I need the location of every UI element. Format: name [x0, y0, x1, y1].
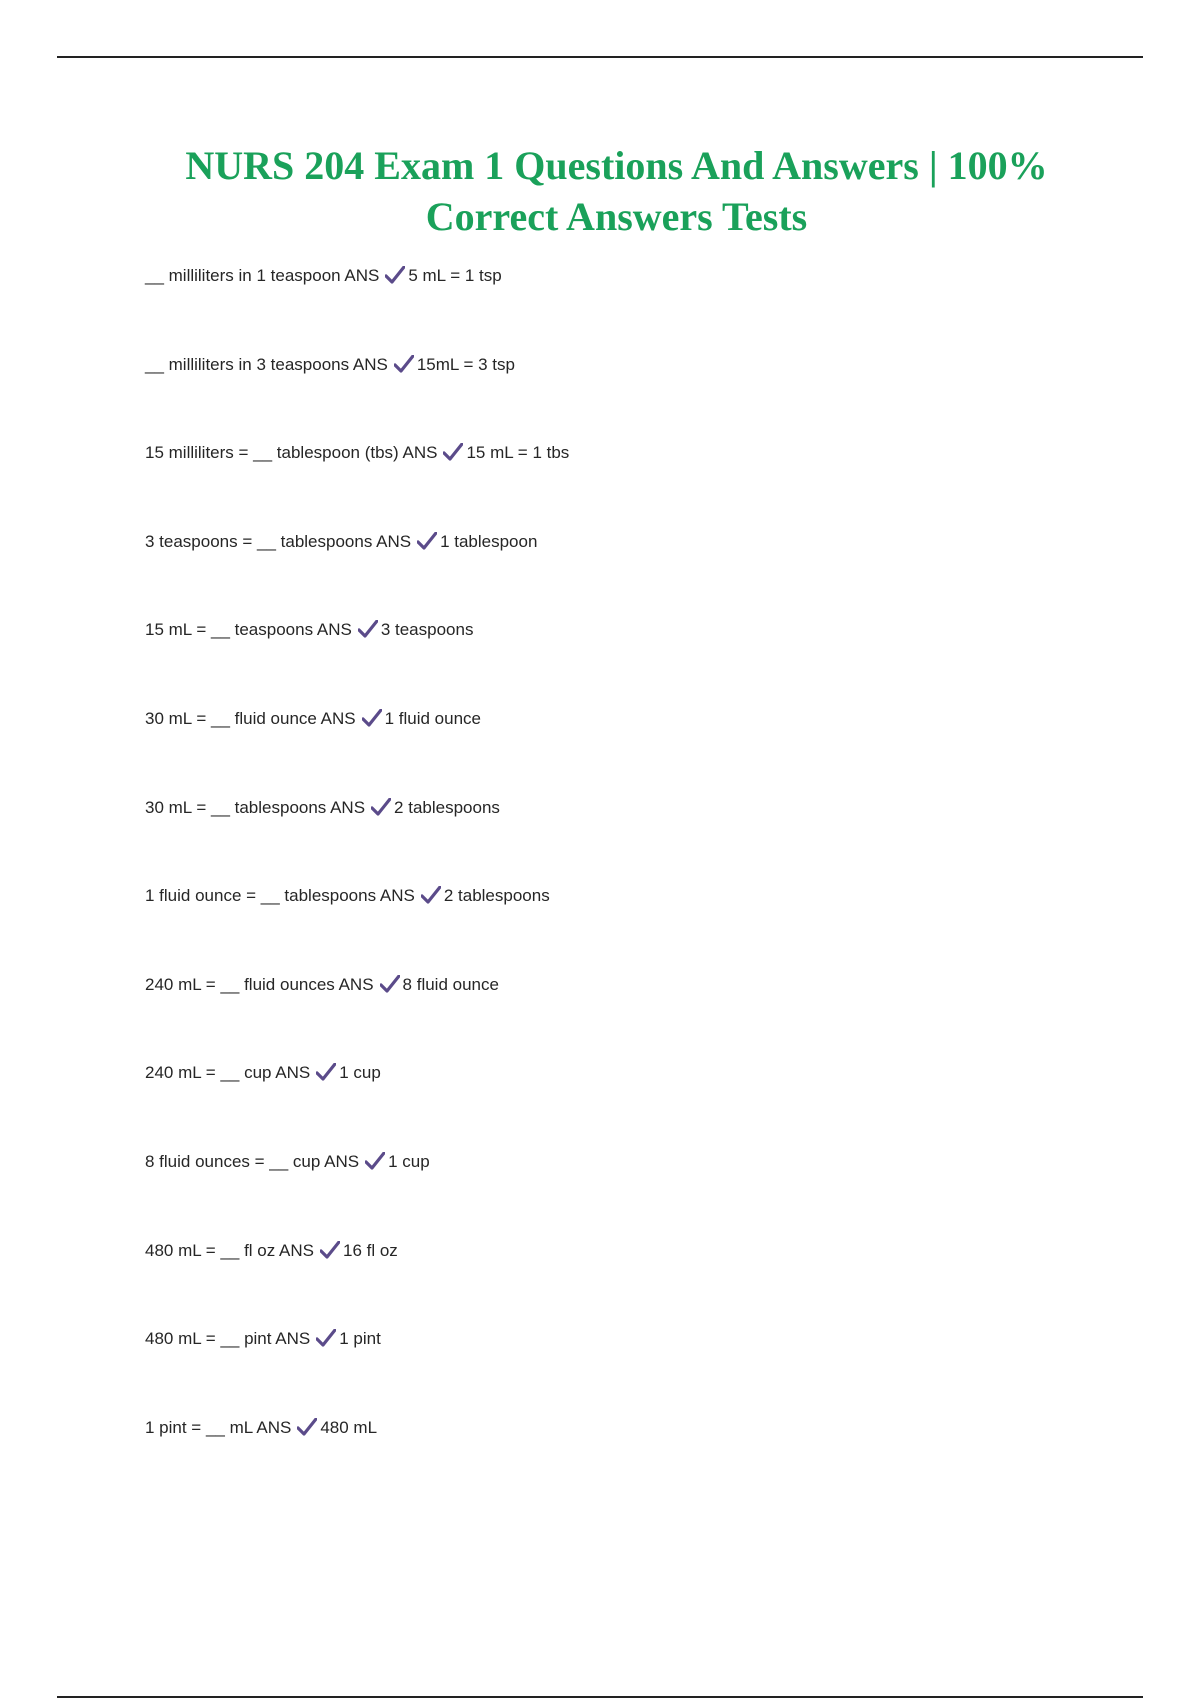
qa-item: [145, 612, 1105, 701]
qa-item: [145, 1410, 1105, 1499]
question-text: 1 pint = __ mL ANS: [145, 1417, 292, 1437]
checkmark-icon: [316, 1063, 336, 1081]
checkmark-icon: [316, 1329, 336, 1347]
answer-text: 3 teaspoons: [380, 620, 474, 640]
question-text: 480 mL = __ fl oz ANS: [145, 1240, 314, 1260]
question-text: 1 fluid ounce = __ tablespoons ANS: [145, 886, 415, 906]
question-text: 30 mL = __ fluid ounce ANS: [145, 708, 356, 728]
answer-text: 16 fl oz: [343, 1240, 398, 1260]
answer-text: 1 cup: [388, 1151, 430, 1171]
question-text: 3 teaspoons = __ tablespoons ANS: [145, 531, 412, 551]
checkmark-icon: [358, 620, 378, 638]
checkmark-icon: [365, 1152, 385, 1170]
answer-text: 15mL = 3 tsp: [416, 354, 515, 374]
qa-item: [145, 967, 1105, 1056]
qa-item: [145, 435, 1105, 524]
answer-text: 1 pint: [339, 1329, 381, 1349]
answer-text: 2 tablespoons: [394, 797, 500, 817]
answer-text: 8 fluid ounce: [402, 974, 499, 994]
question-text: 30 mL = __ tablespoons ANS: [145, 797, 366, 817]
answer-text: 1 cup: [339, 1063, 381, 1083]
top-divider: [57, 56, 1143, 58]
qa-item: [145, 1233, 1105, 1322]
checkmark-icon: [320, 1241, 340, 1259]
answer-text: 480 mL: [320, 1417, 378, 1437]
answer-text: 2 tablespoons: [443, 886, 550, 906]
question-text: 15 mL = __ teaspoons ANS: [145, 620, 352, 640]
qa-item: [145, 1055, 1105, 1144]
qa-item: [145, 878, 1105, 967]
question-text: 480 mL = __ pint ANS: [145, 1329, 311, 1349]
question-text: __ milliliters in 3 teaspoons ANS: [145, 354, 388, 374]
question-text: 240 mL = __ fluid ounces ANS: [145, 974, 374, 994]
question-text: 8 fluid ounces = __ cup ANS: [145, 1151, 360, 1171]
qa-item: [145, 701, 1105, 790]
bottom-divider: [57, 1696, 1143, 1698]
qa-list: [145, 258, 1105, 1498]
answer-text: 1 tablespoon: [440, 531, 538, 551]
question-text: 240 mL = __ cup ANS: [145, 1063, 311, 1083]
qa-item: [145, 524, 1105, 613]
checkmark-icon: [380, 975, 400, 993]
answer-text: 5 mL = 1 tsp: [408, 266, 502, 285]
question-text: 15 milliliters = __ tablespoon (tbs) ANS: [145, 443, 438, 463]
checkmark-icon: [443, 443, 463, 461]
checkmark-icon: [417, 532, 437, 550]
checkmark-icon: [362, 709, 382, 727]
qa-item: [145, 1321, 1105, 1410]
question-text: __ milliliters in 1 teaspoon ANS: [145, 266, 380, 285]
checkmark-icon: [385, 266, 405, 284]
answer-text: 15 mL = 1 tbs: [466, 443, 570, 463]
checkmark-icon: [421, 886, 441, 904]
qa-item: [145, 347, 1105, 436]
qa-item: [145, 790, 1105, 879]
checkmark-icon: [394, 355, 414, 373]
document-title: NURS 204 Exam 1 Questions And Answers | 100% Correct Answers Tests: [185, 143, 1048, 239]
checkmark-icon: [371, 798, 391, 816]
answer-text: 1 fluid ounce: [384, 708, 481, 728]
checkmark-icon: [297, 1418, 317, 1436]
qa-item: [145, 1144, 1105, 1233]
qa-item: [145, 258, 1105, 347]
